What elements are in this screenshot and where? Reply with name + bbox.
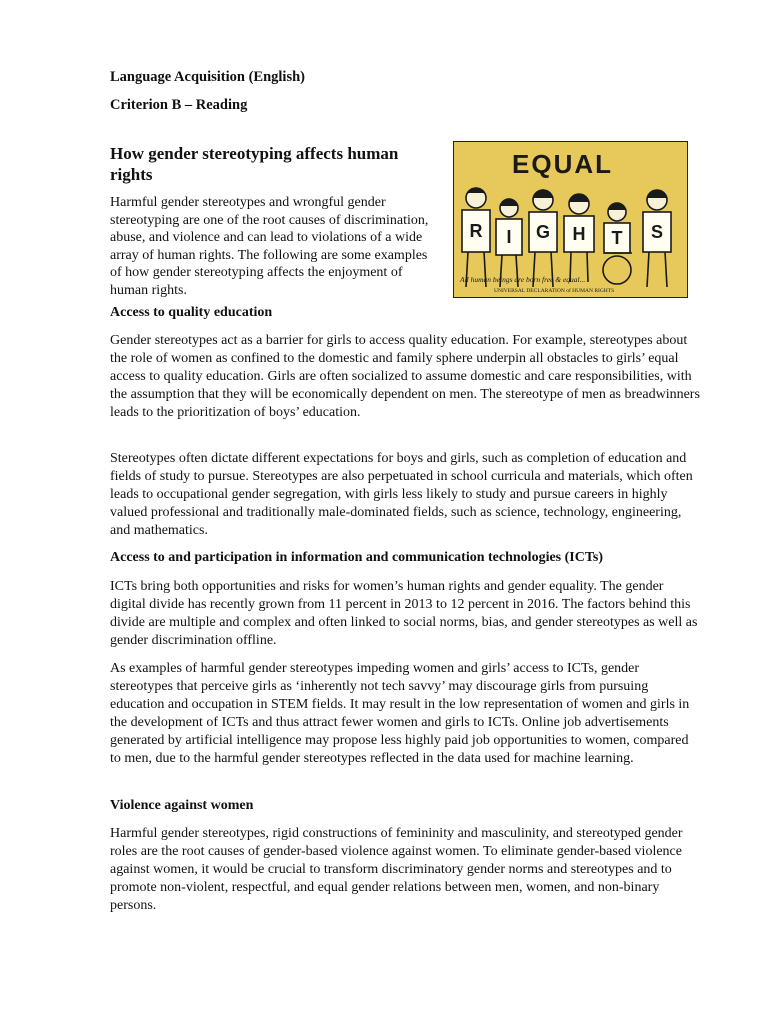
shirt-letter-t: T [611, 228, 623, 248]
cartoon-caption-source: UNIVERSAL DECLARATION of HUMAN RIGHTS [494, 288, 615, 294]
section-heading-education: Access to quality education [110, 305, 273, 320]
icts-paragraph-1: ICTs bring both opportunities and risks for women’s human rights and gender equality. The gender digital divide has recently grown from 11 percent in 2013 to 12 percent in 2016. The factors behind this divide are multiple and complex and often linked to social norms, bias, and gender stereotypes as well as gender discrimination offline. [110, 579, 698, 648]
section-heading-violence: Violence against women [110, 798, 254, 813]
course-title: Language Acquisition (English) [110, 69, 305, 85]
education-paragraph-2: Stereotypes often dictate different expectations for boys and girls, such as completion of education and fields of study to pursue. Stereotypes are also perpetuated in school curricula and materials, which often leads to occupational gender segregation, with girls less likely to study and pursue careers in highly valued professional and traditionally male-dominated fields, such as science, technology, engineering, and mathematics. [110, 451, 693, 538]
shirt-letter-i: I [506, 227, 512, 247]
article-title: How gender stereotyping affects human rights [110, 144, 399, 184]
cartoon-title: EQUAL [512, 149, 613, 179]
criterion-title: Criterion B – Reading [110, 97, 248, 113]
shirt-letter-r: R [469, 221, 483, 241]
education-paragraph-1: Gender stereotypes act as a barrier for girls to access quality education. For example, stereotypes about the role of women as confined to the domestic and family sphere underpin all obstacles to girls’ equal access to quality education. Girls are often socialized to assume domestic and care responsibilities, with the assumption that they will be economically dependent on men. The stereotype of men as breadwinners leads to the prioritization of boys’ education. [110, 333, 700, 420]
equal-rights-cartoon [453, 141, 688, 298]
shirt-letter-h: H [572, 224, 586, 244]
shirt-letter-s: S [650, 222, 664, 242]
violence-paragraph-1: Harmful gender stereotypes, rigid constructions of femininity and masculinity, and stereotyped gender roles are the root causes of gender-based violence against women. To eliminate gender-based violence against women, it would be crucial to transform discriminatory gender norms and stereotypes and to promote non-violent, respectful, and equal gender relations between men, women, and non-binary persons. [110, 826, 683, 913]
section-heading-icts: Access to and participation in information and communication technologies (ICTs) [110, 550, 604, 565]
cartoon-caption-quote: All human beings are born free & equal... [460, 275, 586, 284]
icts-paragraph-2: As examples of harmful gender stereotypes impeding women and girls’ access to ICTs, gender stereotypes that perceive girls as ‘inherently not tech savvy’ may discourage girls from pursuing education and occupation in STEM fields. It may result in the low representation of women and girls in the development of ICTs and thus attract fewer women and girls to ICTs. Online job advertisements generated by artificial intelligence may propose less highly paid job opportunities to women, compared to men, due to the harmful gender stereotypes reflected in the data used for machine learning. [110, 661, 690, 766]
intro-paragraph: Harmful gender stereotypes and wrongful gender stereotyping are one of the root causes of discrimination, abuse, and violence and can lead to violations of a wide array of human rights. The following are some examples of how gender stereotyping affects the enjoyment of human rights. [110, 195, 429, 298]
shirt-letter-g: G [535, 222, 551, 242]
